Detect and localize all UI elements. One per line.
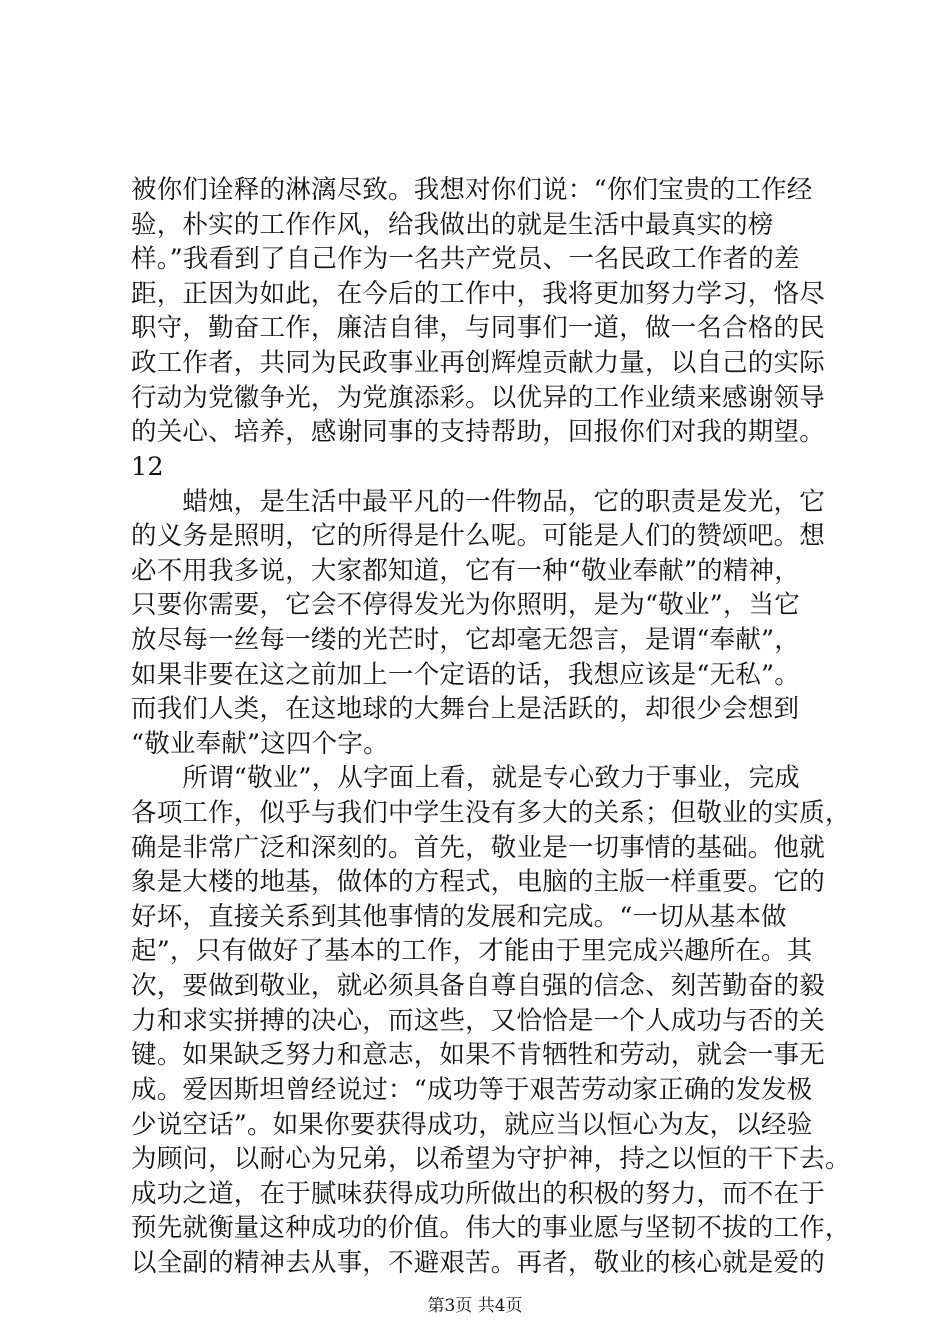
text-line: 只要你需要，它会不停得发光为你照明，是为“敬业”，当它 (131, 590, 800, 621)
text-line: 样。”我看到了自己作为一名共产党员、一名民政工作者的差 (131, 244, 800, 275)
text-line: 力和求实拼搏的决心，而这些，又恰恰是一个人成功与否的关 (131, 1005, 825, 1036)
text-line: 政工作者，共同为民政事业再创辉煌贡献力量，以自己的实际 (131, 348, 825, 379)
text-line: 成。爱因斯坦曾经说过：“成功等于艰苦劳动家正确的发发极 (131, 1074, 813, 1105)
text-line: 蜡烛，是生活中最平凡的一件物品，它的职责是发光，它 (131, 486, 825, 517)
text-line: 起”，只有做好了基本的工作，才能由于里完成兴趣所在。其 (131, 936, 813, 967)
text-line: 必不用我多说，大家都知道，它有一种“敬业奉献”的精神， (131, 555, 800, 586)
page-number-footer: 第3页 共4页 (427, 1296, 523, 1316)
text-line: 的义务是照明，它的所得是什么呢。可能是人们的赞颂吧。想 (131, 521, 825, 552)
text-line: 被你们诠释的淋漓尽致。我想对你们说：“你们宝贵的工作经 (131, 175, 813, 205)
text-line: 行动为党徽争光，为党旗添彩。以优异的工作业绩来感谢领导 (131, 382, 825, 413)
text-line: 以全副的精神去从事，不避艰苦。再者，敬业的核心就是爱的 (131, 1248, 825, 1278)
text-line: 成功之道，在于腻味获得成功所做出的积极的努力，而不在于 (131, 1178, 825, 1209)
text-line: 好坏，直接关系到其他事情的发展和完成。“一切从基本做 (131, 901, 787, 932)
text-line: 预先就衡量这种成功的价值。伟大的事业愿与坚韧不拔的工作， (131, 1213, 851, 1244)
text-line: 次，要做到敬业，就必须具备自尊自强的信念、刻苦勤奋的毅 (131, 971, 825, 1002)
text-line: 距，正因为如此，在今后的工作中，我将更加努力学习，恪尽 (131, 278, 825, 309)
text-line: 验，朴实的工作作风，给我做出的就是生活中最真实的榜 (131, 209, 774, 240)
text-line: 象是大楼的地基，做体的方程式，电脑的主版一样重要。它的 (131, 867, 825, 898)
text-line: 而我们人类，在这地球的大舞台上是活跃的，却很少会想到 (131, 694, 800, 725)
text-line: 少说空话”。如果你要获得成功，就应当以恒心为友，以经验 (131, 1109, 813, 1140)
text-line: 确是非常广泛和深刻的。首先，敬业是一切事情的基础。他就 (131, 832, 825, 863)
text-line: 各项工作，似乎与我们中学生没有多大的关系；但敬业的实质， (131, 798, 851, 829)
text-line: 12 (131, 451, 164, 482)
text-line: 放尽每一丝每一缕的光芒时，它却毫无怨言，是谓“奉献”， (131, 624, 800, 655)
text-line: 所谓“敬业”，从字面上看，就是专心致力于事业，完成 (131, 763, 800, 794)
text-line: “敬业奉献”这四个字。 (131, 728, 389, 759)
text-line: 键。如果缺乏努力和意志，如果不肯牺牲和劳动，就会一事无 (131, 1040, 825, 1071)
text-line: 为顾问，以耐心为兄弟，以希望为守护神，持之以恒的干下去。 (131, 1144, 851, 1175)
text-line: 的关心、培养，感谢同事的支持帮助，回报你们对我的期望。 (131, 417, 825, 448)
text-line: 职守，勤奋工作，廉洁自律，与同事们一道，做一名合格的民 (131, 313, 825, 344)
text-line: 如果非要在这之前加上一个定语的话，我想应该是“无私”。 (131, 659, 800, 690)
